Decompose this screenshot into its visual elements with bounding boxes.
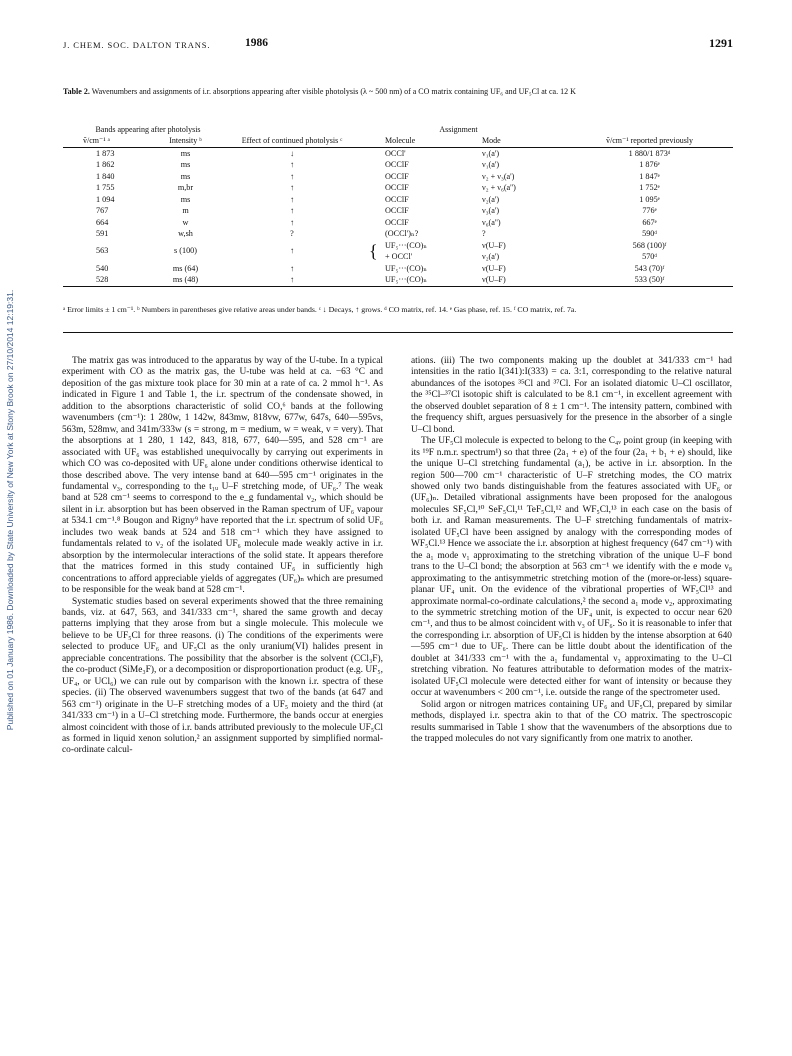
table-row xyxy=(63,182,733,194)
cell-effect: ↑ xyxy=(289,183,295,192)
cell-intensity: ms xyxy=(180,148,191,158)
paragraph: Systematic studies based on several experiments showed that the three remaining bands, viz. at 647, 563, and 341/333 cm⁻¹, shared the same growth and decay patterns implying that they arose from but a single molecule. This molecule we believe to be UF₅Cl for three reasons. (i) The conditions of the experiments were selected to produce UF₆ and UF₅Cl as the only uranium(VI) halides present in appreciable concentrations. The possibility that the absorber is the solvent (CCl₃F), the co-product (SiMe₃F), or a decomposition or disproportionation product (e.g. UF₅, UF₄, or UCl₆) we can rule out by comparison with the known i.r. spectra of these species. (ii) The observed wavenumbers suggest that two of the bands (at 647 and 563 cm⁻¹) originate in the U–F stretching modes of a UF₅ moiety and the third (at 341/333 cm⁻¹) in a U–Cl stretching mode. Furthermore, the bands occur at energies almost coincident with those of i.r. bands attributed previously to the molecule UF₅Cl as formed in liquid xenon solution,² an assignment supported by simplified normal-co-ordinate calcul- xyxy=(62,596,383,756)
cell-effect: ↑ xyxy=(289,171,295,181)
paragraph: ations. (iii) The two components making up the doublet at 341/333 cm⁻¹ had intensities in the ratio I(341):I(333) = ca. 3:1, corresponding to the relative natural abundances of the isotopes ³⁵Cl and ³⁷Cl. For an isolated diatomic U–Cl oscillator, the ³⁵Cl–³⁷Cl isotopic shift is calculated to be 8.1 cm⁻¹, in excellent agreement with the observed doublet separation of 8 ± 1 cm⁻¹. The intensity pattern, combined with the frequency shift, argues persuasively for the presence in the absorber of a single U–Cl bond. xyxy=(411,356,732,435)
cell-reported: 1 876ᵉ xyxy=(639,160,660,169)
paragraph: The matrix gas was introduced to the apparatus by way of the U-tube. In a typical experiment with CO as the matrix gas, the U-tube was held at ca. −63 °C and deposition of the gas mixture took place for 30 min at a rate of ca. 2 mmol h⁻¹. As indicated in Figure 1 and Table 1, the i.r. spectrum of the condensate showed, in addition to the absorptions characteristic of solid CO,⁶ bands at the following wavenumbers (cm⁻¹): 1 280w, 1 142w, 843mw, 818vw, 677w, 647s, 640—595vs, 563m, 528mw, and 341m/333w (s = strong, m = medium, w = weak, v = very). That the absorptions at 1 280, 1 142, 843, 818, 677, 640—595, and 528 cm⁻¹ are associated with UF₆ was established unequivocally by carrying out experiments in which CO was co-deposited with UF₆ alone under conditions otherwise identical to those described above. The very intense band at 640—595 cm⁻¹ originates in the fundamental ν₃, corresponding to the t₁ᵤ U–F stretching mode, of UF₆.⁷ The weak band at 528 cm⁻¹ seems to correspond to the e_g fundamental ν₂, which should be silent in i.r. absorption but has been observed in the Raman spectrum of UF₆ vapour at 534.1 cm⁻¹.⁸ Bougon and Rigny⁹ have reported that the i.r. spectrum of solid UF₆ includes two weak bands at 524 and 518 cm⁻¹ which they have assigned to fundamentals related to ν₂ of the isolated UF₆ molecule made weakly active in i.r. absorption by the intermolecular interactions of the solid state. It appears therefore that the matrices formed in this study contained UF₆ in sufficiently high concentrations to afford appreciable yields of aggregates (UF₆)ₙ which are presumed to be responsible for the weak band at 528 cm⁻¹. xyxy=(62,356,383,596)
cell-reported-line2: 570ᵈ xyxy=(642,252,657,261)
cell-intensity: ms (64) xyxy=(172,263,199,273)
table-row xyxy=(63,171,733,183)
cell-reported: 1 880/1 873ᵈ xyxy=(628,148,671,158)
cell-effect: ↑ xyxy=(289,246,295,256)
cell-molecule: (OCCl')ₙ? xyxy=(385,229,419,238)
cell-effect: ↓ xyxy=(289,148,295,158)
col-header-mode: Mode xyxy=(482,136,501,145)
col-header-intensity: Intensity ᵇ xyxy=(169,136,202,145)
cell-molecule: OCClF xyxy=(385,194,409,204)
cell-mode: ν₁(a') xyxy=(482,160,500,169)
cell-mode: ν₂ + ν₆(a'') xyxy=(482,183,516,192)
cell-wavenumber: 1 873 xyxy=(96,148,115,158)
cell-mode: ν(U–F) xyxy=(482,275,506,284)
col-header-reported: ṽ/cm⁻¹ reported previously xyxy=(605,136,694,145)
cell-wavenumber: 591 xyxy=(96,229,109,238)
cell-molecule-line1: UF₅···(CO)ₙ xyxy=(385,240,427,250)
cell-molecule: UF₅···(CO)ₙ xyxy=(385,263,427,273)
cell-reported: 1 847ᵉ xyxy=(639,171,660,181)
cell-wavenumber: 563 xyxy=(96,246,109,256)
cell-molecule: OCClF xyxy=(385,206,409,215)
table-row xyxy=(63,274,733,286)
cell-intensity: m xyxy=(182,206,189,215)
col-header-wavenumber: ṽ/cm⁻¹ ᵃ xyxy=(83,136,110,145)
download-notice xyxy=(3,150,17,870)
cell-mode: ν₆(a'') xyxy=(482,217,501,227)
cell-mode: ? xyxy=(482,229,486,238)
table-caption-label: Table 2. xyxy=(63,87,90,96)
page-number: 1291 xyxy=(709,36,733,50)
cell-effect: ↑ xyxy=(289,160,295,169)
cell-intensity: ms xyxy=(180,160,191,169)
cell-molecule: OCCl' xyxy=(385,148,406,158)
table-row xyxy=(63,217,733,229)
download-notice-text: Published on 01 January 1986. Downloaded by State University of New York at Stony Brook on 27/10/2014 12:19:31. xyxy=(5,289,15,731)
journal-year: 1986 xyxy=(245,37,268,49)
table-caption-text: Wavenumbers and assignments of i.r. absorptions appearing after visible photolysis (λ ~ 500 nm) of a CO matrix containing UF₆ and UF₅Cl at ca. 12 K xyxy=(91,87,576,96)
cell-effect: ↑ xyxy=(289,275,295,284)
cell-reported: 1 095ᵉ xyxy=(639,194,660,204)
cell-intensity: s (100) xyxy=(174,246,197,256)
table-row xyxy=(63,263,733,275)
cell-wavenumber: 1 840 xyxy=(96,171,115,181)
cell-mode: ν₂(a') xyxy=(482,194,500,204)
cell-reported: 667ᵉ xyxy=(642,217,657,227)
cell-wavenumber: 1 094 xyxy=(96,194,115,204)
cell-effect: ↑ xyxy=(289,206,295,215)
cell-mode xyxy=(476,240,566,263)
cell-wavenumber: 767 xyxy=(96,206,109,215)
cell-mode: ν₂ + ν₃(a') xyxy=(482,171,515,181)
cell-effect: ↑ xyxy=(289,263,295,273)
cell-molecule: OCClF xyxy=(385,171,409,181)
table-caption xyxy=(63,87,733,98)
cell-intensity: w,sh xyxy=(178,229,193,238)
cell-wavenumber: 528 xyxy=(96,275,109,284)
cell-intensity: m,br xyxy=(177,183,194,192)
running-head xyxy=(63,36,733,54)
table-row xyxy=(63,240,733,263)
table-row xyxy=(63,147,733,159)
table-row xyxy=(63,205,733,217)
table-row xyxy=(63,228,733,240)
cell-effect: ↑ xyxy=(289,217,295,227)
cell-wavenumber: 1 862 xyxy=(96,160,115,169)
cell-reported: 1 752ᵉ xyxy=(639,183,660,192)
cell-mode: ν₁(a') xyxy=(482,148,500,158)
cell-molecule xyxy=(351,240,476,263)
cell-reported: 543 (70)ᶠ xyxy=(634,263,665,273)
cell-intensity: w xyxy=(182,217,189,227)
table-footnote: ᵃ Error limits ± 1 cm⁻¹. ᵇ Numbers in parentheses give relative areas under bands. ᶜ ↓ Decays, ↑ grows. ᵈ CO matrix, ref. 14. ᵉ Gas phase, ref. 15. ᶠ CO matrix, ref. 7a. xyxy=(63,305,577,314)
table-row xyxy=(63,159,733,171)
cell-wavenumber: 1 755 xyxy=(96,183,115,192)
cell-mode: ν₃(a') xyxy=(482,206,500,215)
cell-reported: 533 (50)ᶠ xyxy=(634,275,665,284)
cell-reported: 776ᵉ xyxy=(642,206,657,215)
col-header-molecule: Molecule xyxy=(385,136,416,145)
journal-name: J. CHEM. SOC. DALTON TRANS. xyxy=(63,40,211,50)
table-row xyxy=(63,194,733,206)
cell-intensity: ms xyxy=(180,171,191,181)
cell-effect: ? xyxy=(290,229,294,238)
table-divider xyxy=(63,332,733,333)
cell-reported-line1: 568 (100)ᶠ xyxy=(632,240,667,250)
body-column-right xyxy=(411,356,732,745)
group-header-bands: Bands appearing after photolysis xyxy=(95,125,201,134)
cell-intensity: ms xyxy=(180,194,191,204)
cell-effect: ↑ xyxy=(289,194,295,204)
col-header-effect: Effect of continued photolysis ᶜ xyxy=(241,136,343,145)
cell-mode-line2: ν₂(a') xyxy=(482,252,500,261)
cell-reported: 590ᵈ xyxy=(642,229,657,238)
group-header-assignment: Assignment xyxy=(439,125,478,134)
cell-intensity: ms (48) xyxy=(172,275,199,284)
grouping-brace: { xyxy=(369,240,378,261)
paragraph: The UF₅Cl molecule is expected to belong to the C₄ᵥ point group (in keeping with its ¹⁹F n.m.r. spectrum¹) so that three (2a₁ + e) of the four (2a₁ + b₁ + e) should, like the unique U–Cl stretching fundamental (a₁), be active in i.r. absorption. In the region 500—700 cm⁻¹ characteristic of U–F stretching modes, the CO matrix showed only two bands distinguishable from the features associated with UF₆ or (UF₆)ₙ. Detailed vibrational assignments have been proposed for the analogous molecules SF₅Cl,¹⁰ SeF₅Cl,¹¹ TeF₅Cl,¹² and WF₅Cl,¹³ in each case on the basis of both i.r. and Raman measurements. The U–F stretching fundamentals of matrix-isolated UF₅Cl have been assigned by analogy with the corresponding modes of WF₅Cl.¹³ Hence we associate the i.r. absorption at highest frequency (647 cm⁻¹) with the a₁ mode ν₁ approximating to the stretching vibration of the unique U–F bond trans to the U–Cl bond; the absorption at 563 cm⁻¹ we identify with the e mode ν₈ approximating to the antisymmetric stretching motion of the (more-or-less) square-planar UF₄ unit. On the evidence of the vibrational properties of WF₅Cl¹³ and approximate normal-co-ordinate calculations,² the second a₁ mode ν₂, approximating to the symmetric stretching motion of the UF₄ unit, is expected to occur near 620 cm⁻¹, and thus to be almost coincident with ν₃ of UF₆. So it is reasonable to infer that the corresponding i.r. absorption of UF₅Cl is hidden by the intense absorption at 640—595 cm⁻¹ due to UF₆. There can be little doubt about the identification of the doublet at 341/333 cm⁻¹ with the a₁ fundamental ν₃ approximating to the U–Cl stretching vibration. No features attributable to deformation modes of the matrix-isolated UF₅Cl molecule were detected either for want of intensity or because they occur at wavenumbers < 200 cm⁻¹, i.e. outside the range of the spectrometer used. xyxy=(411,436,732,699)
cell-molecule: UF₅···(CO)ₙ xyxy=(385,275,427,284)
cell-wavenumber: 540 xyxy=(96,263,109,273)
paragraph: Solid argon or nitrogen matrices containing UF₆ and UF₅Cl, prepared by similar methods, displayed i.r. spectra akin to that of the CO matrix. The spectroscopic results summarised in Table 1 show that the wavenumbers of the absorptions due to the trapped molecules do not vary significantly from one matrix to another. xyxy=(411,699,732,744)
cell-molecule: OCClF xyxy=(385,160,409,169)
cell-mode: ν(U–F) xyxy=(482,263,506,273)
cell-reported xyxy=(566,240,733,263)
cell-wavenumber: 664 xyxy=(96,217,109,227)
cell-mode-line1: ν(U–F) xyxy=(482,240,506,250)
cell-molecule-line2: + OCCl' xyxy=(385,252,413,261)
cell-molecule: OCClF xyxy=(385,217,409,227)
body-column-left xyxy=(62,356,383,757)
table-body xyxy=(63,147,733,286)
cell-molecule: OCClF xyxy=(385,183,409,192)
assignment-table xyxy=(63,124,733,287)
